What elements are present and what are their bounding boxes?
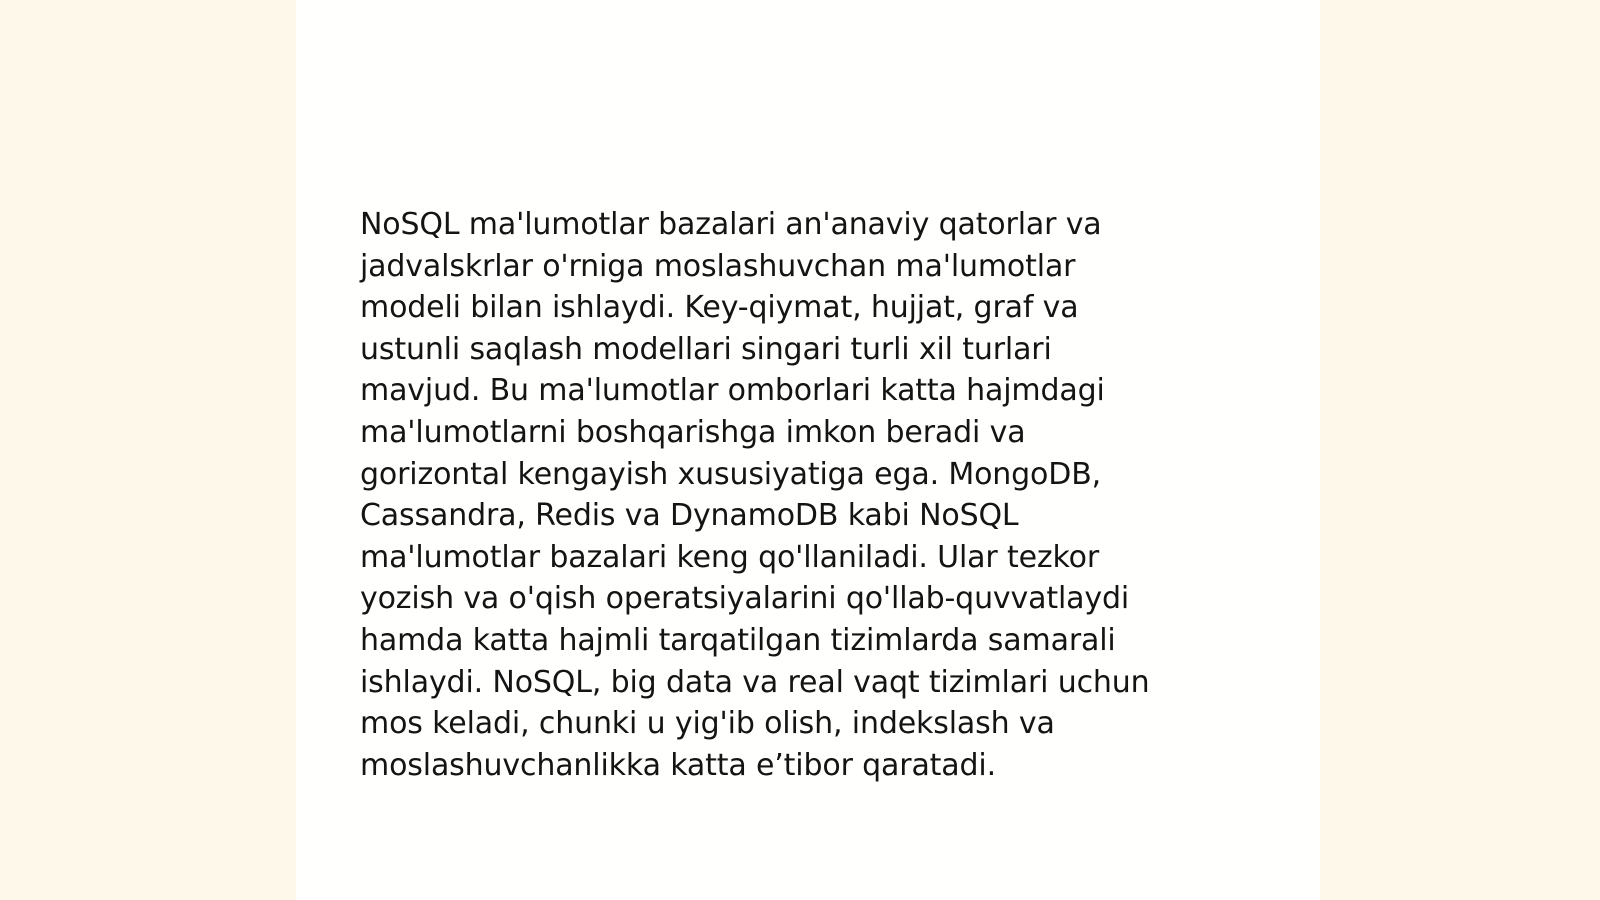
- body-paragraph: [360, 204, 1230, 786]
- paragraph-line: mos keladi, chunki u yig'ib olish, indekslash va: [360, 706, 1055, 742]
- paragraph-line: modeli bilan ishlaydi. Key-qiymat, hujjat, graf va: [360, 290, 1079, 326]
- document-sheet: [296, 0, 1320, 900]
- paragraph-line: mavjud. Bu ma'lumotlar omborlari katta hajmdagi: [360, 373, 1105, 409]
- paragraph-line: ma'lumotlar bazalari keng qo'llaniladi. Ular tezkor: [360, 539, 1100, 575]
- paragraph-line: gorizontal kengayish xususiyatiga ega. MongoDB,: [360, 456, 1102, 492]
- paragraph-line: jadvalskrlar o'rniga moslashuvchan ma'lumotlar: [360, 248, 1076, 284]
- paragraph-line: moslashuvchanlikka katta e’tibor qaratadi.: [360, 747, 996, 783]
- paragraph-line: ustunli saqlash modellari singari turli xil turlari: [360, 331, 1052, 367]
- paragraph-line: yozish va o'qish operatsiyalarini qo'llab-quvvatlaydi: [360, 581, 1130, 617]
- paragraph-line: ishlaydi. NoSQL, big data va real vaqt tizimlari uchun: [360, 664, 1150, 700]
- paragraph-line: hamda katta hajmli tarqatilgan tizimlarda samarali: [360, 622, 1116, 658]
- paragraph-line: ma'lumotlarni boshqarishga imkon beradi va: [360, 414, 1026, 450]
- paragraph-line: Cassandra, Redis va DynamoDB kabi NoSQL: [360, 498, 1019, 534]
- paragraph-line: NoSQL ma'lumotlar bazalari an'anaviy qatorlar va: [360, 207, 1102, 242]
